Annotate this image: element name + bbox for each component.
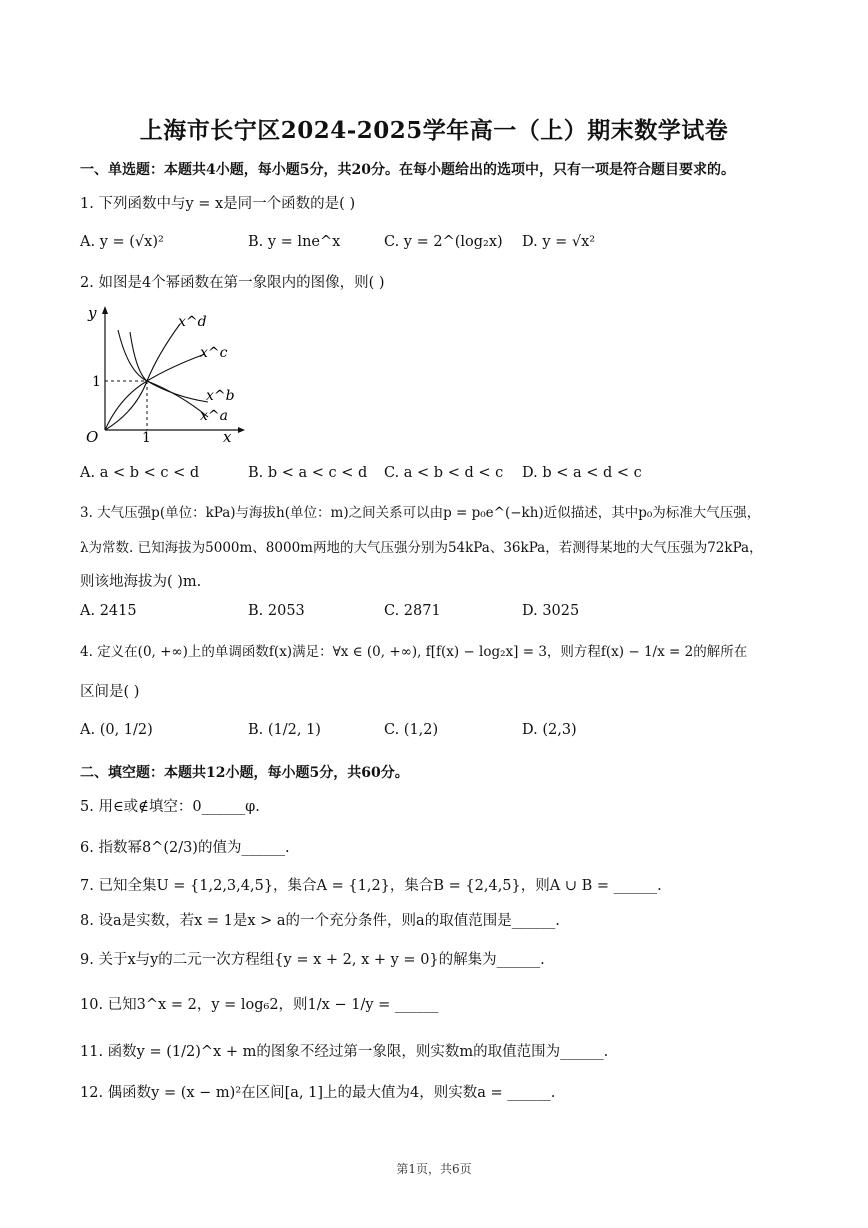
- question-2-option-c: C. a < b < d < c: [384, 465, 504, 481]
- question-1-option-b: B. y = lne^x: [248, 234, 341, 250]
- section-heading-single-choice: 一、单选题：本题共4小题，每小题5分，共20分。在每小题给出的选项中，只有一项是符合题目要求的。: [80, 162, 735, 178]
- curve-c-label: x^c: [200, 345, 228, 361]
- question-8: 8. 设a是实数，若x = 1是x > a的一个充分条件，则a的取值范围是______.: [80, 913, 560, 929]
- question-3-line-1: 3. 大气压强p(单位：kPa)与海拔h(单位：m)之间关系可以由p = p₀e^(−kh)近似描述，其中p₀为标准大气压强，: [80, 505, 761, 521]
- question-2-option-b: B. b < a < c < d: [248, 465, 368, 481]
- question-4-option-b: B. (1/2, 1): [248, 722, 321, 738]
- question-1-stem: 1. 下列函数中与y = x是同一个函数的是( ): [80, 196, 356, 212]
- question-4-line-2: 区间是( ): [80, 684, 140, 700]
- tick-x-1: 1: [142, 430, 151, 446]
- question-4-option-a: A. (0, 1/2): [80, 722, 153, 738]
- question-1-option-c: C. y = 2^(log₂x): [384, 234, 503, 250]
- question-2-stem: 2. 如图是4个幂函数在第一象限内的图像，则( ): [80, 275, 385, 291]
- question-3-option-c: C. 2871: [384, 603, 441, 619]
- question-4-option-d: D. (2,3): [522, 722, 577, 738]
- x-axis-arrow-icon: [238, 427, 245, 433]
- question-3-option-d: D. 3025: [522, 603, 580, 619]
- page-footer: 第1页，共6页: [396, 1162, 472, 1176]
- question-12: 12. 偶函数y = (x − m)²在区间[a, 1]上的最大值为4，则实数a = ______.: [80, 1085, 556, 1101]
- origin-label: O: [86, 428, 99, 446]
- question-2-option-d: D. b < a < d < c: [522, 465, 642, 481]
- question-4-option-c: C. (1,2): [384, 722, 439, 738]
- question-5: 5. 用∈或∉填空：0______φ.: [80, 799, 260, 815]
- question-7: 7. 已知全集U = {1,2,3,4,5}，集合A = {1,2}，集合B = {2,4,5}，则A ∪ B = ______.: [80, 878, 662, 894]
- question-3-line-3: 则该地海拔为( )m.: [80, 574, 202, 590]
- curve-a-label: x^a: [200, 408, 228, 424]
- power-function-graph: [80, 302, 250, 447]
- question-6: 6. 指数幂8^(2/3)的值为______.: [80, 840, 290, 856]
- question-3-option-b: B. 2053: [248, 603, 305, 619]
- question-4-line-1: 4. 定义在(0, +∞)上的单调函数f(x)满足：∀x ∈ (0, +∞), f[f(x) − log₂x] = 3，则方程f(x) − 1/x = 2的解所在: [80, 644, 748, 660]
- y-axis-label: y: [88, 304, 97, 322]
- question-10: 10. 已知3^x = 2，y = log₆2，则1/x − 1/y = ______: [80, 997, 439, 1013]
- curve-d: [105, 324, 180, 430]
- question-3-option-a: A. 2415: [80, 603, 137, 619]
- question-2-option-a: A. a < b < c < d: [80, 465, 200, 481]
- question-9: 9. 关于x与y的二元一次方程组{y = x + 2, x + y = 0}的解集为______.: [80, 952, 545, 968]
- tick-y-1: 1: [92, 374, 101, 390]
- section-heading-fill-in: 二、填空题：本题共12小题，每小题5分，共60分。: [80, 765, 409, 781]
- question-3-line-2: λ为常数. 已知海拔为5000m、8000m两地的大气压强分别为54kPa、36kPa，若测得某地的大气压强为72kPa，: [80, 540, 763, 556]
- question-1-option-d: D. y = √x²: [522, 234, 596, 250]
- question-11: 11. 函数y = (1/2)^x + m的图象不经过第一象限，则实数m的取值范围为______.: [80, 1044, 609, 1060]
- question-1-option-a: A. y = (√x)²: [80, 234, 164, 250]
- power-function-svg: [80, 302, 250, 447]
- page-title: 上海市长宁区2024-2025学年高一（上）期末数学试卷: [139, 117, 729, 144]
- curve-d-label: x^d: [178, 314, 207, 330]
- x-axis-label: x: [223, 428, 232, 446]
- curve-b-label: x^b: [206, 388, 235, 404]
- y-axis-arrow-icon: [102, 306, 108, 314]
